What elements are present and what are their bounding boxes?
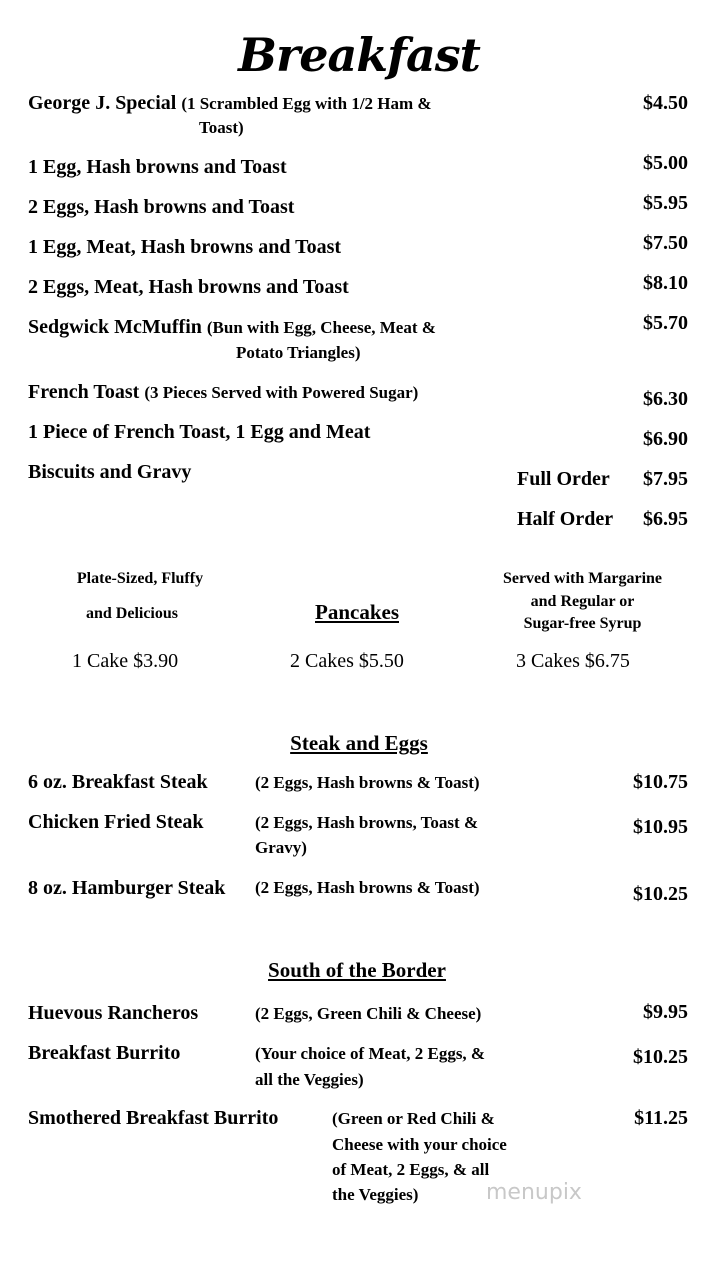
item-desc-cont: Gravy) xyxy=(255,838,307,857)
item-desc: (2 Eggs, Hash browns, Toast & xyxy=(255,813,479,832)
item-desc-cont: Potato Triangles) xyxy=(236,343,361,362)
item-price: $10.75 xyxy=(633,771,688,793)
item-george-special xyxy=(28,92,432,115)
item-name: 8 oz. Hamburger Steak xyxy=(28,877,226,899)
item-sedgwick-mcmuffin xyxy=(28,316,436,339)
item-name: Smothered Breakfast Burrito xyxy=(28,1107,279,1129)
steak-heading: Steak and Eggs xyxy=(290,731,428,755)
item-name: 2 Eggs, Hash browns and Toast xyxy=(28,196,295,218)
item-desc-cont: of Meat, 2 Eggs, & all xyxy=(332,1160,490,1179)
item-name: 6 oz. Breakfast Steak xyxy=(28,771,208,793)
pancakes-note-left-1: Plate-Sized, Fluffy xyxy=(76,570,204,587)
item-price: $11.25 xyxy=(634,1107,688,1129)
item-price: $10.25 xyxy=(633,883,688,905)
pancakes-note-right-3: Sugar-free Syrup xyxy=(523,615,642,632)
item-name: Huevous Rancheros xyxy=(28,1002,199,1024)
item-price: $8.10 xyxy=(643,272,688,294)
item-name: Breakfast Burrito xyxy=(28,1042,181,1064)
pancakes-note-left-2: and Delicious xyxy=(85,605,178,622)
item-desc: (Green or Red Chili & xyxy=(332,1109,495,1128)
pancakes-option-2: 2 Cakes $5.50 xyxy=(290,650,404,672)
item-name: 2 Eggs, Meat, Hash browns and Toast xyxy=(28,276,349,298)
south-heading: South of the Border xyxy=(268,958,446,982)
item-price: $6.90 xyxy=(643,428,688,450)
pancakes-option-1: 1 Cake $3.90 xyxy=(72,650,179,672)
item-desc: (2 Eggs, Green Chili & Cheese) xyxy=(255,1004,482,1023)
item-desc-cont: Toast) xyxy=(199,118,244,137)
menu-title: Breakfast xyxy=(238,28,480,82)
full-order-price: $7.95 xyxy=(643,468,688,490)
pancakes-note-right-1: Served with Margarine xyxy=(502,570,663,587)
watermark: menupix xyxy=(486,1180,582,1205)
half-order-label: Half Order xyxy=(517,508,614,530)
item-desc: (Your choice of Meat, 2 Eggs, & xyxy=(255,1044,486,1063)
item-price: $5.95 xyxy=(643,192,688,214)
full-order-label: Full Order xyxy=(517,468,610,490)
item-name: 1 Egg, Meat, Hash browns and Toast xyxy=(28,236,342,258)
item-desc-cont: Cheese with your choice xyxy=(332,1135,507,1154)
pancakes-note-right-2: and Regular or xyxy=(530,593,635,610)
item-price: $9.95 xyxy=(643,1001,688,1023)
item-name: 1 Piece of French Toast, 1 Egg and Meat xyxy=(28,421,371,443)
item-price: $5.00 xyxy=(643,152,688,174)
item-name: French Toast xyxy=(28,381,140,403)
item-desc: (Bun with Egg, Cheese, Meat & xyxy=(206,318,436,337)
item-desc-cont: the Veggies) xyxy=(332,1185,419,1204)
item-price: $5.70 xyxy=(643,312,688,334)
item-price: $4.50 xyxy=(643,92,688,114)
pancakes-heading: Pancakes xyxy=(315,600,399,624)
item-price: $10.95 xyxy=(633,816,688,838)
item-price: $6.30 xyxy=(643,388,688,410)
item-name: Chicken Fried Steak xyxy=(28,811,204,833)
half-order-price: $6.95 xyxy=(643,508,688,530)
item-desc: (1 Scrambled Egg with 1/2 Ham & xyxy=(181,94,432,113)
item-name: George J. Special xyxy=(28,92,177,114)
item-desc: (2 Eggs, Hash browns & Toast) xyxy=(255,878,480,897)
item-desc: (3 Pieces Served with Powered Sugar) xyxy=(144,383,419,402)
item-french-toast xyxy=(28,381,418,404)
item-name: Sedgwick McMuffin xyxy=(28,316,202,338)
item-desc-cont: all the Veggies) xyxy=(255,1070,364,1089)
item-name: Biscuits and Gravy xyxy=(28,461,192,483)
item-desc: (2 Eggs, Hash browns & Toast) xyxy=(255,773,480,792)
item-price: $7.50 xyxy=(643,232,688,254)
pancakes-option-3: 3 Cakes $6.75 xyxy=(516,650,630,672)
item-price: $10.25 xyxy=(633,1046,688,1068)
item-name: 1 Egg, Hash browns and Toast xyxy=(28,156,287,178)
